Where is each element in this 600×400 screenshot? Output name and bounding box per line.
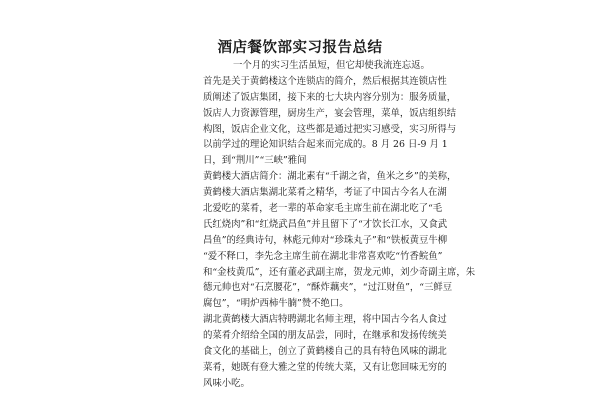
text-line: “爱不释口，李先念主席生前在湖北非常喜欢吃“竹香鲩鱼” [203, 250, 443, 262]
text-line: 日，到“荆川”“三峡”雅间 [203, 155, 307, 167]
text-line: 氏红烧肉”和“红烧武昌鱼”并且留下了“才饮长江水，又食武 [203, 218, 448, 230]
text-line: 首先是关于黄鹤楼这个连锁店的简介，然后根据其连锁店性 [203, 75, 447, 87]
text-line: 德元帅也对“石烹腰花”，“酥炸藕夹”，“过江财鱼”，“三鲜豆 [203, 282, 453, 294]
text-line: 质阐述了饭店集团，接下来的七大块内容分别为：服务质量， [203, 91, 457, 103]
text-line: 和“金枝黄瓜”，还有董必武副主席，贺龙元帅，刘少奇副主席，朱 [203, 266, 476, 278]
text-line: 黄鹤楼大酒店集湖北菜肴之精华，考证了中国古今名人在湖 [203, 187, 447, 199]
text-line: 北爱吃的菜肴，老一辈的革命家毛主席生前在湖北吃了“毛 [203, 203, 443, 215]
text-line: 以前学过的理论知识结合起来而完成的。8 月 26 日-9 月 1 [203, 139, 448, 151]
text-line: 湖北黄鹤楼大酒店特聘湖北名师主理，将中国古今名人食过 [203, 314, 447, 326]
text-line: 菜肴，她既有登大雅之堂的传统大菜，又有让您回味无穷的 [203, 361, 447, 373]
text-line: 昌鱼”的经典诗句，林彪元帅对“珍珠丸子”和“铁板黄豆牛柳 [203, 234, 448, 246]
text-line: 食文化的基础上，创立了黄鹤楼自己的具有特色风味的湖北 [203, 346, 447, 358]
text-line: 的菜肴介绍给全国的朋友品尝，同时，在继承和发扬传统美 [203, 330, 447, 342]
text-line: 一个月的实习生活虽短，但它却使我流连忘返。 [233, 60, 430, 71]
text-line: 饭店人力资源管理，厨房生产，宴会管理，菜单，饭店组织结 [203, 107, 457, 119]
text-line: 黄鹤楼大酒店简介：湖北素有“千湖之省，鱼米之乡”的美称， [203, 171, 457, 183]
text-line: 风味小吃。 [203, 377, 250, 389]
document-title: 酒店餐饮部实习报告总结 [217, 39, 383, 56]
document-body [203, 58, 503, 392]
text-line: 腐包”，“明炉西柿牛腩”赞不绝口。 [203, 298, 349, 310]
text-line: 构图，饭店企业文化，这些都是通过把实习感受，实习所得与 [203, 123, 457, 135]
